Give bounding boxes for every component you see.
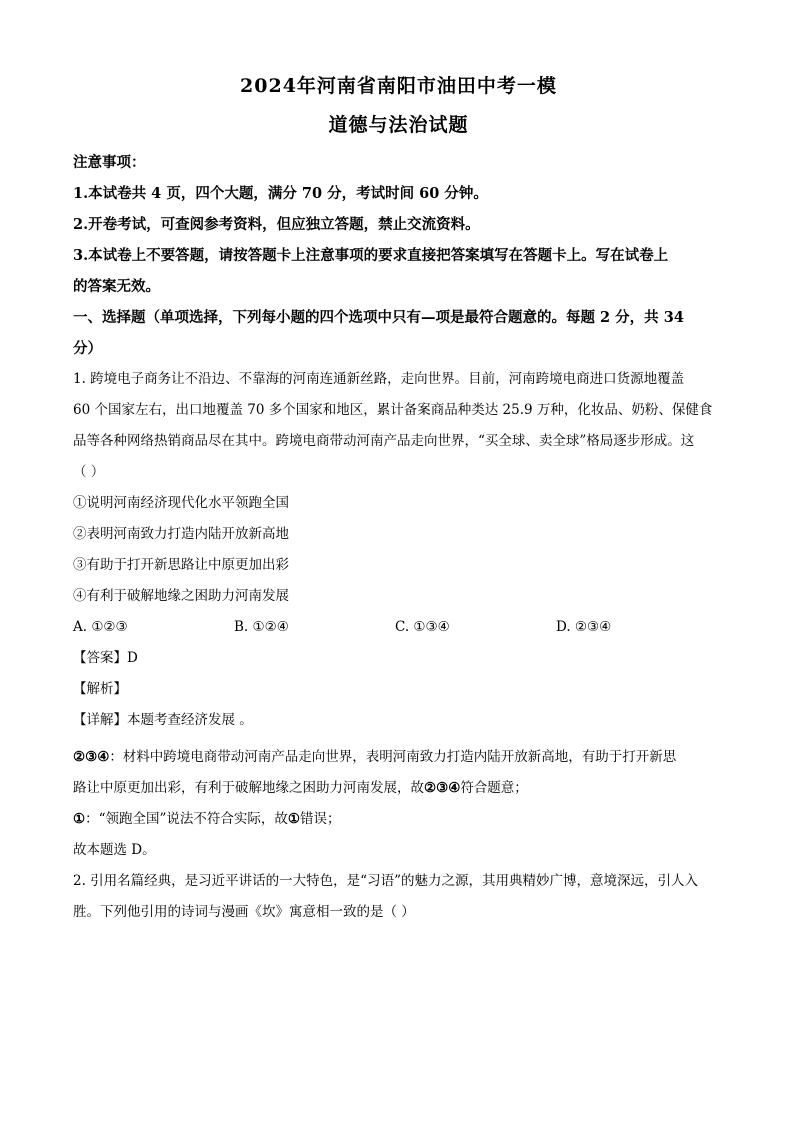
question-2-line-1: 2. 引用名篇经典，是习近平讲话的一大特色，是“习语”的魅力之源，其用典精妙广博，意境深远，引人入: [73, 873, 698, 889]
section-heading: 一、选择题（单项选择，下列每小题的四个选项中只有—项是最符合题意的。每题 2 分，共 34: [73, 309, 684, 326]
explanation-2-mark: ①: [73, 811, 86, 827]
statement-2: ②表明河南致力打造内陆开放新高地: [73, 526, 289, 542]
page-subtitle: 道德与法治试题: [328, 114, 469, 136]
explanation-2-mark-2: ①: [287, 811, 301, 827]
explanation-1-text-a: ：材料中跨境电商带动河南产品走向世界，表明河南致力打造内陆开放新高地，有助于打开新思: [109, 749, 677, 765]
explanation-1-line-2: [73, 773, 724, 804]
question-2-line-2: 胜。下列他引用的诗词与漫画《坎》寓意相一致的是（ ）: [73, 904, 415, 920]
explanation-2-text-a: ：“领跑全国”说法不符合实际，故: [85, 811, 288, 827]
question-1-bracket: （ ）: [73, 464, 105, 480]
statement-1: ①说明河南经济现代化水平领跑全国: [73, 495, 289, 511]
answer-options: [73, 612, 724, 643]
statement-3: ③有助于打开新思路让中原更加出彩: [73, 557, 289, 573]
question-1-line-1: 1. 跨境电子商务让不沿边、不靠海的河南连通新丝路，走向世界。目前，河南跨境电商进口货源地覆盖: [73, 371, 685, 387]
option-a: A. ①②③: [73, 619, 128, 635]
explanation-1-mark: ②③④: [73, 749, 110, 765]
answer-label: 【答案】: [73, 650, 127, 666]
page-title: 2024年河南省南阳市油田中考一模: [240, 75, 557, 97]
note-item-2: 2.开卷考试，可查阅参考资料，但应独立答题，禁止交流资料。: [73, 216, 480, 233]
explanation-1-text-c: 符合题意；: [460, 780, 528, 796]
explanation-1-text-b: 路让中原更加出彩，有利于破解地缘之困助力河南发展，故: [73, 780, 424, 796]
explanation-2-text-b: 错误；: [300, 811, 341, 827]
detail-line: [73, 705, 724, 736]
answer-value: D: [127, 650, 138, 666]
statement-4: ④有利于破解地缘之困助力河南发展: [73, 588, 289, 604]
detail-text: 本题考查经济发展 。: [127, 712, 253, 728]
question-1-line-2: 60 个国家左右，出口地覆盖 70 多个国家和地区，累计备案商品种类达 25.9 万种，化妆品、奶粉、保健食: [73, 402, 713, 418]
note-item-1: 1.本试卷共 4 页，四个大题，满分 70 分，考试时间 60 分钟。: [73, 185, 488, 202]
option-b: B. ①②④: [234, 619, 289, 635]
answer-line: [73, 643, 724, 674]
explanation-2: [73, 804, 724, 835]
explanation-1-mark-2: ②③④: [424, 780, 461, 796]
question-1-line-3: 品等各种网络热销商品尽在其中。跨境电商带动河南产品走向世界，“买全球、卖全球”格局逐步形成。这: [73, 433, 695, 449]
notes-heading: 注意事项：: [73, 154, 146, 171]
note-item-3: 3.本试卷上不要答题，请按答题卡上注意事项的要求直接把答案填写在答题卡上。写在试卷上: [73, 247, 669, 264]
option-d: D. ②③④: [556, 619, 612, 635]
analysis-label: 【解析】: [73, 681, 127, 697]
section-heading-cont: 分）: [73, 340, 102, 357]
option-c: C. ①③④: [395, 619, 450, 635]
explanation-1-line-1: [73, 742, 724, 773]
detail-label: 【详解】: [73, 712, 127, 728]
conclusion: 故本题选 D。: [73, 842, 156, 858]
note-item-3-cont: 的答案无效。: [73, 278, 160, 295]
